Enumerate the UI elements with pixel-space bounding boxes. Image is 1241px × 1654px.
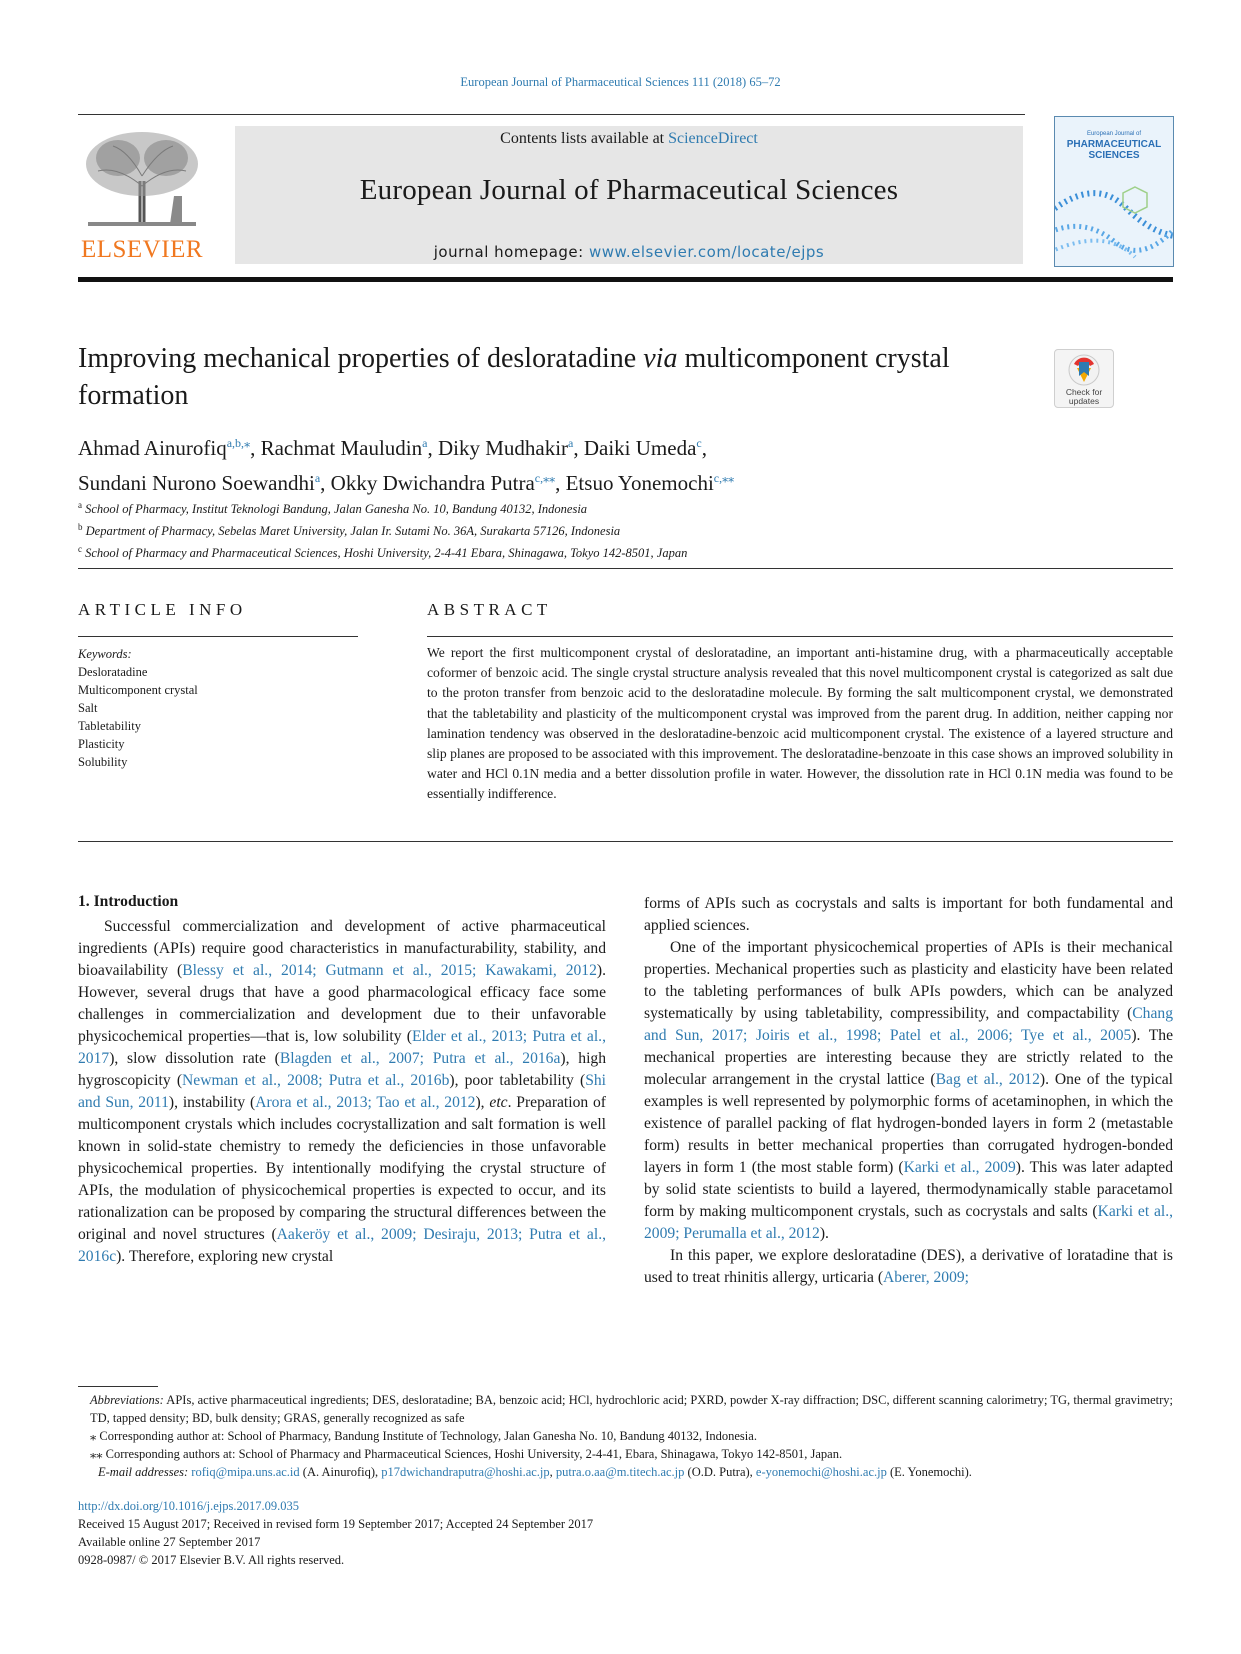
email-owner: (A. Ainurofiq),: [299, 1465, 382, 1479]
citation-link[interactable]: Bag et al., 2012: [935, 1071, 1040, 1088]
introduction-heading: 1. Introduction: [78, 893, 179, 910]
citation-link[interactable]: Blessy et al., 2014; Gutmann et al., 2015; Kawakami, 2012: [182, 962, 597, 979]
citation-link[interactable]: Chang and Sun, 2017; Joiris et al., 1998; Patel et al., 2006; Tye et al., 2005: [644, 1005, 1173, 1044]
affiliation-item: [78, 496, 1078, 518]
citation-link[interactable]: Elder et al., 2013; Putra et al., 2017: [78, 1028, 606, 1067]
body-text: Successful commercialization and development of active pharmaceutical ingredients (APIs) require good characteristics in manufacturability, stability, and bioavailability (: [78, 918, 606, 979]
intro-paragraph-continued: [644, 893, 1173, 937]
author-affiliation-sup[interactable]: c: [696, 436, 702, 450]
corresponding-author-mark[interactable]: ⁎⁎: [543, 471, 556, 485]
keyword-item: Plasticity: [78, 737, 125, 751]
affiliation-key: b: [78, 522, 83, 533]
body-text: ),: [475, 1094, 490, 1111]
affiliation-key: c: [78, 544, 82, 555]
body-text: In this paper, we explore desloratadine (DES), a derivative of loratadine that is used to treat rhinitis allergy, urticaria (: [644, 1247, 1173, 1286]
body-column-left: [78, 916, 606, 1268]
article-info-heading: ARTICLE INFO: [78, 600, 247, 619]
body-text: ), high hygroscopicity (: [78, 1050, 606, 1089]
tree-logo-icon: [78, 126, 206, 230]
cover-line1: European Journal of: [1086, 131, 1142, 137]
author-separator: ,: [320, 471, 331, 495]
affiliation-text: Department of Pharmacy, Sebelas Maret University, Jalan Ir. Sutami No. 36A, Surakarta 57126, Indonesia: [85, 524, 621, 539]
section-rule: [78, 568, 1173, 569]
body-text: ). However, several drugs that have a good pharmacological efficacy face some challenges in commercialization and development due to their unfavorable physicochemical properties—that is, low solubility (: [78, 962, 606, 1045]
citation-link[interactable]: Karki et al., 2009; Perumalla et al., 2012: [644, 1203, 1174, 1242]
citation-link[interactable]: Blagden et al., 2007; Putra et al., 2016a: [279, 1050, 561, 1067]
doi-link[interactable]: http://dx.doi.org/10.1016/j.ejps.2017.09.035: [78, 1499, 299, 1513]
email-link[interactable]: e-yonemochi@hoshi.ac.jp: [755, 1465, 887, 1479]
affiliation-text: School of Pharmacy and Pharmaceutical Sciences, Hoshi University, 2-4-41 Ebara, Shinagawa, Tokyo 142-8501, Japan: [85, 546, 688, 561]
author-name: Rachmat Mauludin: [260, 436, 423, 460]
cover-line3: SCIENCES: [1088, 150, 1140, 161]
body-text: forms of APIs such as cocrystals and salts is important for both fundamental and applied sciences.: [644, 895, 1173, 934]
intro-paragraph: [644, 937, 1173, 1245]
crossmark-icon: [1055, 350, 1113, 390]
email-link[interactable]: putra.o.aa@m.titech.ac.jp: [555, 1465, 685, 1479]
header-thick-rule: [78, 277, 1173, 282]
body-text: ). The mechanical properties are interesting because they are strictly related to the molecular arrangement in the crystal lattice (: [644, 1027, 1173, 1088]
author-affiliation-sup[interactable]: a,b,: [226, 436, 245, 450]
homepage-link[interactable]: www.elsevier.com/locate/ejps: [588, 243, 825, 261]
author-affiliation-sup[interactable]: c,: [534, 471, 544, 485]
contents-prefix: Contents lists available at: [500, 130, 669, 147]
author-affiliation-sup[interactable]: a: [422, 436, 428, 450]
citation-link[interactable]: Aberer, 2009;: [883, 1269, 970, 1286]
copyright-line: 0928-0987/ © 2017 Elsevier B.V. All rights reserved.: [78, 1553, 345, 1567]
corresponding-authors-footnote: ⁎⁎ Corresponding authors at: School of Pharmacy and Pharmaceutical Sciences, Hoshi University, 2-4-41, Ebara, Shinagawa, Tokyo 142-8501, Japan.: [90, 1447, 843, 1461]
author-affiliation-sup[interactable]: c,: [713, 471, 723, 485]
author-separator: ,: [427, 436, 438, 460]
abstract-rule: [427, 636, 1173, 637]
body-text: ), instability (: [168, 1094, 256, 1111]
abstract-text: We report the first multicomponent crystal of desloratadine, an important anti-histamine drug, with a pharmaceutically acceptable coformer of benzoic acid. The single crystal structure analysis revealed that this novel multicomponent crystal is categorized as salt due to the proton transfer from benzoic acid to the desloratadine molecule. By forming the salt multicomponent crystal, we demonstrated that the tabletability and plasticity of the multicomponent crystal was improved from the parent drug. In addition, neither capping nor lamination tendency was observed in the desloratadine-benzoic acid multicomponent crystal. The existence of a layered structure and slip planes are proposed to be associated with this improvement. The desloratadine-benzoate in this case shows an improved solubility in water and HCl 0.1N media and a better dissolution profile in water. However, the dissolution rate in HCl 0.1N media was found to be essentially indifference.: [427, 645, 1173, 802]
body-text: ). Therefore, exploring new crystal: [116, 1248, 334, 1265]
intro-paragraph: [78, 916, 606, 1268]
article-info-rule: [78, 636, 358, 637]
available-online-date: Available online 27 September 2017: [78, 1535, 261, 1549]
journal-reference-link[interactable]: European Journal of Pharmaceutical Sciences 111 (2018) 65–72: [460, 75, 781, 89]
contents-line: [235, 130, 1023, 148]
author-name: Daiki Umeda: [583, 436, 697, 460]
journal-title: European Journal of Pharmaceutical Sciences: [359, 174, 899, 206]
body-text: ). One of the typical examples is well represented by polymorphic forms of acetaminophen, in which the existence of parallel packing of flat hydrogen-bonded layers in form 2 (metastable form) results in better mechanical properties than corrugated hydrogen-bonded layers in form 1 (the most stable form) (: [644, 1071, 1173, 1176]
citation-link[interactable]: Newman et al., 2008; Putra et al., 2016b: [182, 1072, 450, 1089]
citation-link[interactable]: Arora et al., 2013; Tao et al., 2012: [255, 1094, 476, 1111]
abbreviations-text: APIs, active pharmaceutical ingredients; DES, desloratadine; BA, benzoic acid; HCl, hydrochloric acid; PXRD, powder X-ray diffraction; DSC, different scanning calorimetry; TG, thermal gravimetry; TD, tapped density; BD, bulk density; GRAS, generally recognized as safe: [90, 1393, 1173, 1425]
corresponding-author-footnote: ⁎ Corresponding author at: School of Pharmacy, Bandung Institute of Technology, Jalan Ganesha No. 10, Bandung 40132, Indonesia.: [90, 1429, 757, 1443]
body-text: ), poor tabletability (: [449, 1072, 586, 1089]
journal-banner: [235, 126, 1023, 264]
check-for-updates-button[interactable]: [1054, 349, 1114, 408]
body-text: . Preparation of multicomponent crystals which includes cocrystallization and salt formation is well known in solid-state chemistry to remedy the deficiencies in those unfavorable physicochemical properties. By intentionally modifying the crystal structure of APIs, the modulation of physicochemical properties is expected to occur, and its rationalization can be proposed by comparing the structural differences between the original and novel structures (: [78, 1094, 606, 1243]
body-text: ).: [819, 1225, 829, 1242]
author-name: Ahmad Ainurofiq: [78, 436, 227, 460]
abbreviations-label: Abbreviations:: [90, 1393, 164, 1407]
author-separator: ,: [701, 436, 707, 460]
intro-paragraph: [644, 1245, 1173, 1289]
header-rule: [78, 114, 1025, 115]
affiliation-list: [78, 496, 1078, 562]
body-text: ), slow dissolution rate (: [109, 1050, 280, 1067]
keywords-list: [78, 645, 198, 771]
author-separator: ,: [555, 471, 566, 495]
email-link[interactable]: p17dwichandraputra@hoshi.ac.jp: [381, 1465, 550, 1479]
keyword-item: Tabletability: [78, 719, 141, 733]
title-italic: via: [643, 343, 678, 374]
email-owner: ,: [549, 1465, 556, 1479]
keywords-label: Keywords:: [78, 647, 132, 661]
sciencedirect-link[interactable]: ScienceDirect: [668, 130, 758, 147]
author-name: Etsuo Yonemochi: [565, 471, 714, 495]
elsevier-logo[interactable]: [78, 126, 206, 264]
body-text: ). This was later adapted by solid state scientists to build a layered, thermodynamically stable paracetamol form by making multicomponent crystals, such as cocrystals and salts (: [644, 1159, 1173, 1220]
keyword-item: Salt: [78, 701, 98, 715]
author-name: Okky Dwichandra Putra: [330, 471, 535, 495]
author-affiliation-sup[interactable]: a: [314, 471, 321, 485]
corresponding-author-mark[interactable]: ⁎⁎: [722, 471, 735, 485]
body-column-right: [644, 893, 1173, 1289]
keyword-item: Multicomponent crystal: [78, 683, 198, 697]
author-name: Sundani Nurono Soewandhi: [78, 471, 315, 495]
article-title: [78, 340, 1038, 414]
affiliation-key: a: [78, 500, 82, 510]
elsevier-wordmark: ELSEVIER: [80, 236, 204, 263]
author-list: [78, 428, 1138, 498]
body-text: One of the important physicochemical properties of APIs is their mechanical properties. Mechanical properties such as plasticity and elasticity have been related to the tableting performances of bulk APIs powders, which can be analyzed systematically by using tabletability, compressibility, and compactability (: [644, 939, 1173, 1022]
email-owner: (O.D. Putra),: [684, 1465, 756, 1479]
homepage-prefix: journal homepage:: [433, 243, 589, 261]
footnotes: [78, 1391, 1173, 1481]
abbreviations-footnote: [78, 1391, 1173, 1427]
abstract-heading: ABSTRACT: [427, 600, 552, 619]
title-part2: multicomponent crystal formation: [78, 343, 950, 411]
journal-cover-thumbnail[interactable]: [1054, 116, 1174, 267]
email-owner: (E. Yonemochi).: [886, 1465, 972, 1479]
received-dates: Received 15 August 2017; Received in revised form 19 September 2017; Accepted 24 September 2017: [78, 1517, 594, 1531]
title-part1: Improving mechanical properties of desloratadine: [78, 343, 644, 374]
corresponding-author-mark[interactable]: ⁎: [244, 436, 251, 450]
affiliation-item: [78, 518, 1078, 540]
author-affiliation-sup[interactable]: a: [568, 436, 574, 450]
email-footnote: [78, 1463, 1173, 1481]
affiliation-item: [78, 540, 1078, 562]
keyword-item: Solubility: [78, 755, 128, 769]
cover-line2: PHARMACEUTICAL: [1066, 139, 1162, 150]
citation-link[interactable]: Shi and Sun, 2011: [78, 1072, 606, 1111]
homepage-line: [235, 243, 1023, 261]
affiliation-text: School of Pharmacy, Institut Teknologi Bandung, Jalan Ganesha No. 10, Bandung 40132, Indonesia: [85, 502, 588, 517]
publication-info: [78, 1497, 878, 1569]
italic-text: etc: [489, 1094, 508, 1111]
keyword-item: Desloratadine: [78, 665, 148, 679]
author-separator: ,: [573, 436, 584, 460]
abstract-bottom-rule: [78, 841, 1173, 842]
citation-link[interactable]: Karki et al., 2009: [903, 1159, 1016, 1176]
email-link[interactable]: rofiq@mipa.uns.ac.id: [191, 1465, 300, 1479]
author-name: Diky Mudhakir: [437, 436, 569, 460]
footnote-rule: [78, 1386, 158, 1387]
crossmark-label: Check for updates: [1065, 387, 1103, 406]
citation-link[interactable]: Aakeröy et al., 2009; Desiraju, 2013; Putra et al., 2016c: [78, 1226, 606, 1265]
email-label: E-mail addresses:: [98, 1465, 189, 1479]
author-separator: ,: [250, 436, 261, 460]
